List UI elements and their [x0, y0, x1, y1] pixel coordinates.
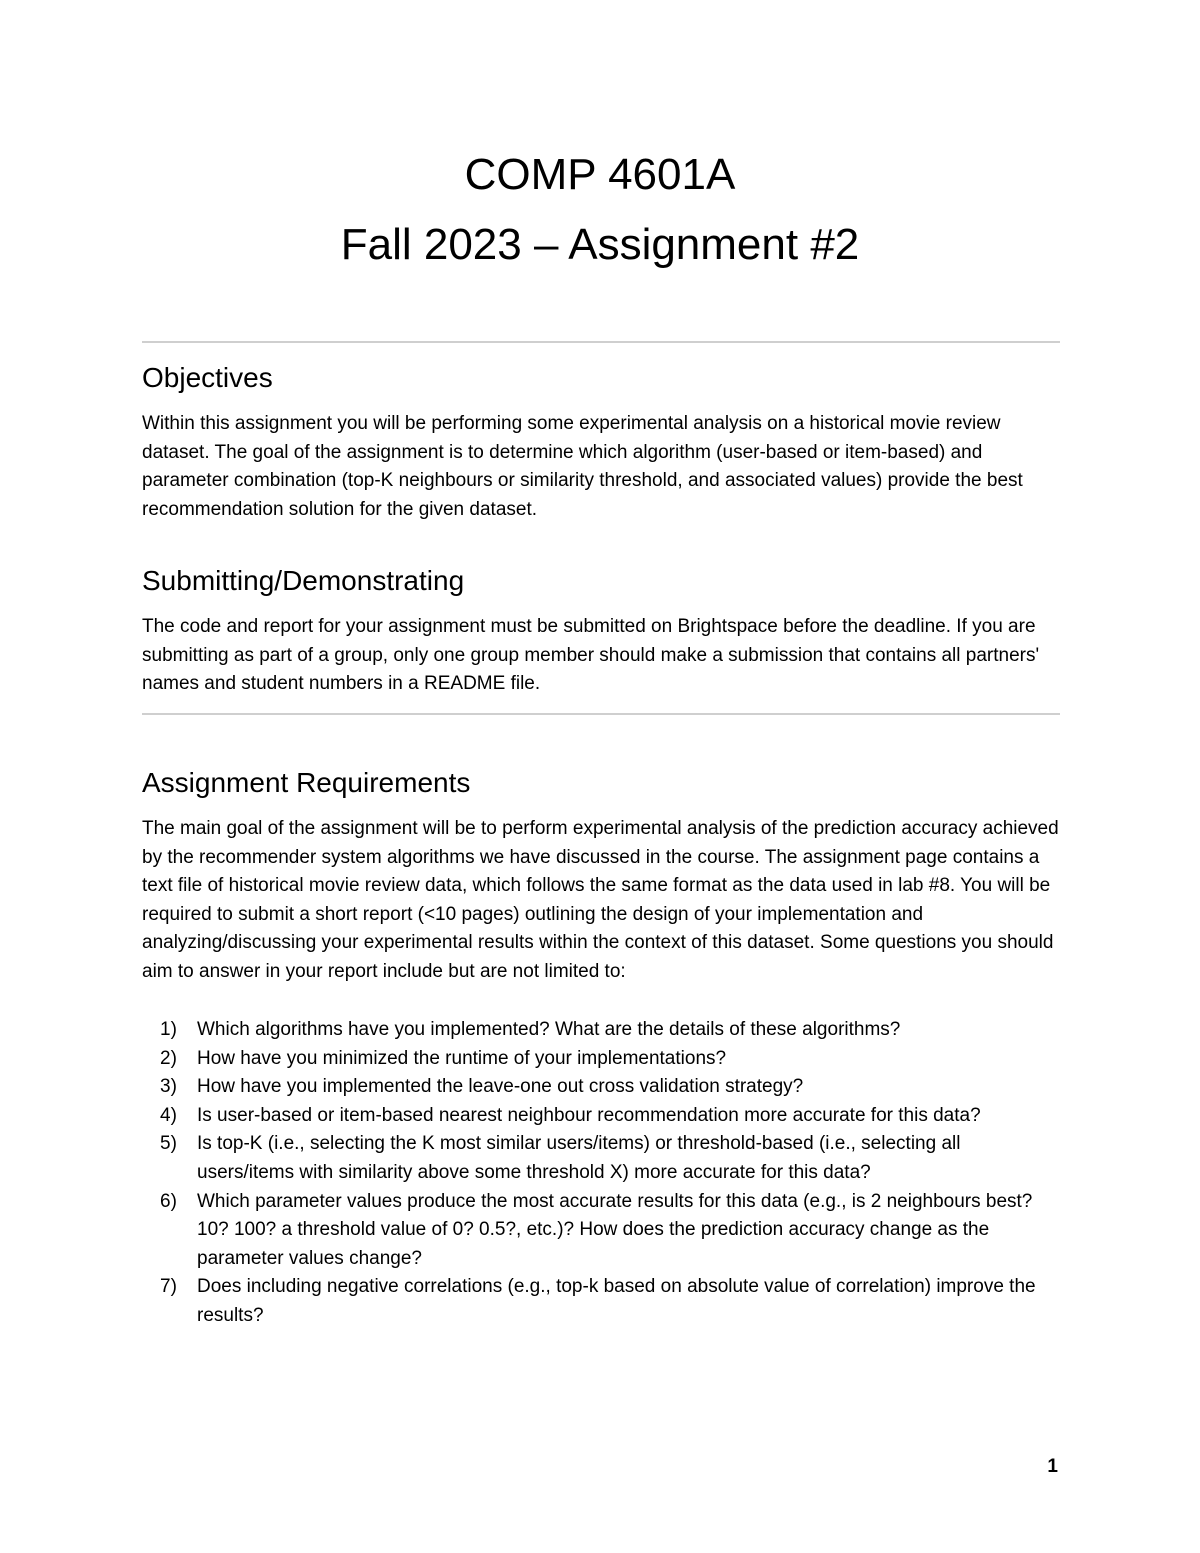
- assignment-title: Fall 2023 – Assignment #2: [340, 220, 860, 269]
- requirements-heading: Assignment Requirements: [142, 767, 471, 798]
- list-number: 1): [160, 1019, 177, 1040]
- list-number: 2): [160, 1047, 177, 1069]
- course-code: COMP 4601A: [464, 150, 736, 199]
- divider: [142, 713, 1060, 715]
- title-block: [0, 140, 1200, 280]
- list-number: 6): [160, 1190, 177, 1212]
- submitting-heading: Submitting/Demonstrating: [142, 565, 465, 596]
- list-number: 5): [160, 1133, 177, 1155]
- list-text: Does including negative correlations (e.g., top-k based on absolute value of correlation) improve the results?: [197, 1276, 1036, 1326]
- list-text: How have you minimized the runtime of your implementations?: [197, 1047, 727, 1069]
- list-item: [142, 1273, 1062, 1330]
- list-text: Which parameter values produce the most accurate results for this data (e.g., is 2 neighbours best? 10? 100? a threshold value of 0? 0.5?, etc.)? How does the prediction accuracy change as the parameter values change?: [197, 1190, 1033, 1269]
- objectives-paragraph: Within this assignment you will be performing some experimental analysis on a historical movie review dataset. The goal of the assignment is to determine which algorithm (user-based or item-based) and parameter combination (top-K neighbours or similarity threshold, and associated values) provide the best recommendation solution for the given dataset.: [142, 413, 1023, 520]
- list-item: [142, 1045, 1062, 1074]
- list-text: Which algorithms have you implemented? What are the details of these algorithms?: [197, 1019, 901, 1040]
- list-number: 7): [160, 1276, 177, 1298]
- list-text: Is user-based or item-based nearest neighbour recommendation more accurate for this data?: [197, 1104, 981, 1126]
- divider: [142, 341, 1060, 343]
- requirements-paragraph: The main goal of the assignment will be to perform experimental analysis of the prediction accuracy achieved by the recommender system algorithms we have discussed in the course. The assignment page contains a text file of historical movie review data, which follows the same format as the data used in lab #8. You will be required to submit a short report (<10 pages) outlining the design of your implementation and analyzing/discussing your experimental results within the context of this dataset. Some questions you should aim to answer in your report include but are not limited to:: [142, 818, 1059, 982]
- objectives-heading: Objectives: [142, 362, 273, 393]
- list-item: [142, 1016, 1062, 1045]
- submitting-paragraph: The code and report for your assignment must be submitted on Brightspace before the deadline. If you are submitting as part of a group, only one group member should make a submission that contains all partners' names and student numbers in a README file.: [142, 616, 1040, 695]
- list-item: [142, 1188, 1062, 1274]
- list-item: [142, 1073, 1062, 1102]
- list-text: Is top-K (i.e., selecting the K most similar users/items) or threshold-based (i.e., selecting all users/items with similarity above some threshold X) more accurate for this data?: [197, 1133, 961, 1183]
- page-number: 1: [1047, 1456, 1058, 1477]
- list-text: How have you implemented the leave-one out cross validation strategy?: [197, 1076, 804, 1098]
- list-item: [142, 1130, 1062, 1187]
- list-number: 3): [160, 1076, 177, 1098]
- list-item: [142, 1102, 1062, 1131]
- list-number: 4): [160, 1104, 177, 1126]
- questions-list: [142, 1016, 1062, 1331]
